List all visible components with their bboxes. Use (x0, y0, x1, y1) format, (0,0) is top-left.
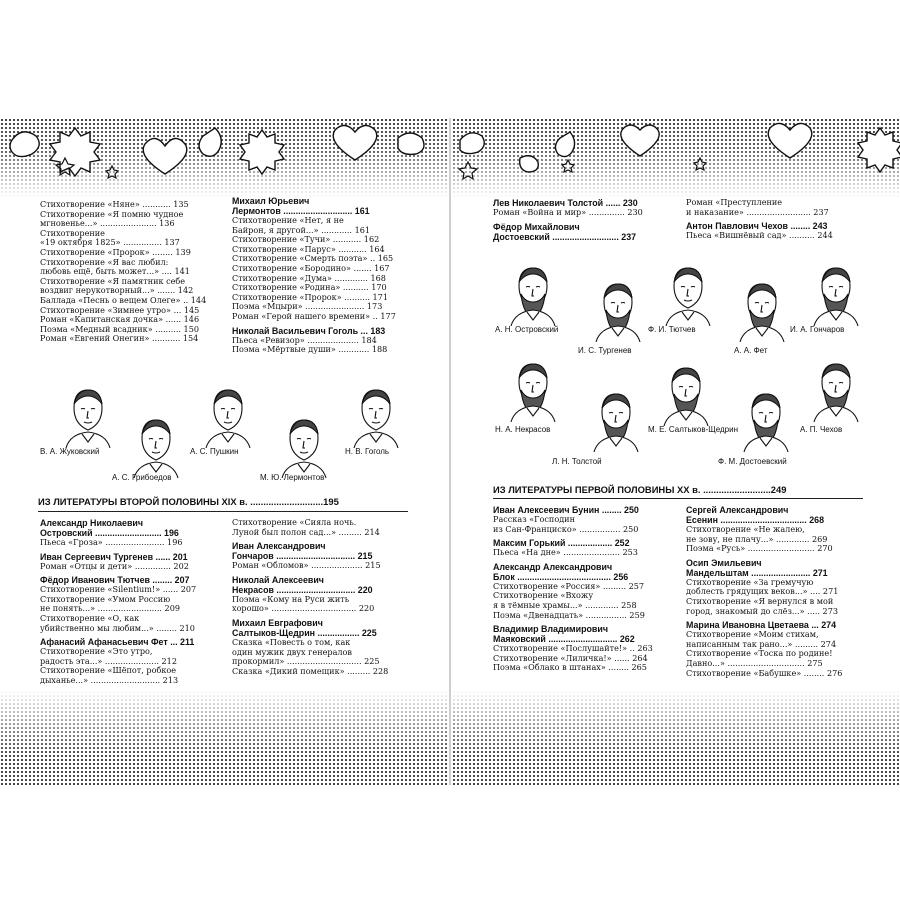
portrait-image (128, 414, 184, 478)
toc-entry (686, 558, 864, 616)
portrait-image (276, 414, 332, 478)
toc-entry (232, 618, 410, 676)
work-title: Роман «Война и мир» .............. 230 (493, 208, 643, 217)
author-name: Иван Сергеевич Тургенев ...... 201 (40, 551, 188, 562)
author-name: Николай Васильевич Гоголь ... 183 (232, 325, 386, 336)
portrait-caption: Ф. И. Тютчев (648, 325, 696, 334)
author-name: Есенин ................................... 268 (686, 515, 825, 525)
portrait-caption: А. Н. Островский (495, 325, 559, 334)
toc-entry (40, 200, 218, 344)
work-title: Сказка «Дикий помещик» ......... 228 (232, 666, 389, 676)
work-title: Стихотворение «Моим стихам, (686, 630, 819, 640)
portrait-caption: М. Ю. Лермонтов (260, 473, 325, 482)
portrait-caption: Н. В. Гоголь (345, 447, 390, 456)
work-title: Роман «Обломов» .................... 215 (232, 561, 381, 571)
work-title: Роман «Преступление (686, 198, 783, 207)
work-title: Роман «Отцы и дети» .............. 202 (40, 561, 189, 571)
heart-icon (768, 123, 812, 158)
work-title: Стихотворение «Тоска по родине! (686, 649, 833, 659)
burst-icon (858, 128, 900, 172)
toc-column-right-c (493, 505, 671, 677)
star-icon (106, 166, 118, 178)
author-name: Маяковский ............................ 262 (493, 634, 635, 645)
work-title: Стихотворение «Вхожу (493, 591, 594, 601)
author-name: Салтыков-Щедрин ................. 225 (232, 627, 377, 638)
toc-entry (686, 505, 864, 554)
drop-icon (460, 133, 484, 154)
star-icon (694, 158, 706, 170)
portrait-caption: Н. А. Некрасов (495, 425, 551, 434)
work-title: прокормил» ............................. 225 (232, 657, 380, 667)
heart-icon (621, 125, 659, 156)
work-title: Стихотворение «Няне» ........... 135 (40, 200, 189, 209)
portrait-caption: И. А. Гончаров (790, 325, 845, 334)
drop-icon (555, 132, 574, 157)
work-title: Стихотворение «Бабушке» ........ 276 (686, 668, 843, 678)
work-title: Стихотворение «Дума» ............. 168 (232, 273, 386, 283)
toc-column-left-b (232, 196, 410, 359)
section-rule (493, 498, 863, 499)
work-title: мгновенье...» ...................... 136 (40, 219, 175, 229)
drop-icon (199, 128, 221, 156)
author-name: Иван Алексеевич Бунин ........ 250 (493, 505, 639, 515)
work-title: Стихотворение «Я памятник себе (40, 276, 186, 286)
portrait-caption: М. Е. Салтыков-Щедрин (648, 425, 739, 434)
toc-entry (493, 624, 671, 673)
work-title: Пьеса «Вишнёвый сад» .......... 244 (686, 231, 833, 241)
work-title: Давно...» .............................. 275 (686, 658, 823, 668)
work-title: Стихотворение «Парус» ........... 164 (232, 244, 385, 254)
toc-entry (232, 326, 410, 355)
toc-entry (493, 562, 671, 620)
work-title: убийственно мы любим...» ........ 210 (40, 623, 195, 633)
drop-icon (10, 132, 39, 157)
toc-entry (232, 196, 410, 322)
work-title: Поэма «Мцыри» ....................... 173 (232, 302, 383, 312)
drop-icon (520, 156, 539, 172)
work-title: Луной был полон сад...» ......... 214 (232, 527, 380, 537)
burst-icon (240, 130, 284, 174)
author-name: Фёдор Иванович Тютчев ........ 207 (40, 575, 190, 586)
author-name: Достоевский ........................... 237 (493, 231, 637, 242)
work-title: один мужик двух генералов (232, 647, 352, 657)
portrait-image (200, 384, 256, 448)
work-title: Сказка «Повесть о том, как (232, 637, 351, 647)
portrait-image (738, 388, 794, 452)
work-title: Пьеса «На дне» ...................... 253 (493, 548, 638, 558)
portrait-image (660, 262, 716, 326)
author-name: Лермонтов ............................ 161 (232, 206, 370, 216)
author-name: Максим Горький .................. 252 (493, 538, 630, 549)
section-title-xix-second-half: ИЗ ЛИТЕРАТУРЫ ВТОРОЙ ПОЛОВИНЫ XIX в. ............................195 (38, 496, 339, 507)
author-name: Владимир Владимирович (493, 624, 608, 635)
toc-column-right-a (493, 198, 671, 246)
author-name: Сергей Александрович (686, 505, 789, 515)
work-title: Стихотворение «Россия» ......... 257 (493, 581, 645, 591)
author-name: Михаил Евграфович (232, 617, 323, 628)
work-title: Стихотворение «Умом Россию (40, 594, 171, 604)
work-title: Стихотворение «Я вернулся в мой (686, 596, 834, 606)
work-title: Стихотворение (40, 228, 105, 238)
work-title: Стихотворение «Послушайте!» .. 263 (493, 644, 653, 654)
toc-entry (232, 541, 410, 571)
work-title: Пьеса «Гроза» ....................... 196 (40, 538, 183, 547)
toc-column-left-a (40, 200, 218, 348)
portrait-image (60, 384, 116, 448)
portrait-image (348, 384, 404, 448)
work-title: город, знакомый до слёз...» ..... 273 (686, 606, 839, 616)
work-title: радость эта...» ..................... 212 (40, 656, 177, 666)
work-title: доблесть грядущих веков...» .... 271 (686, 587, 839, 597)
work-title: Стихотворение «Не жалею, (686, 525, 805, 534)
work-title: Роман «Герой нашего времени» .. 177 (232, 311, 396, 321)
author-name: Михаил Юрьевич (232, 196, 310, 206)
work-title: Стихотворение «Шёпот, робкое (40, 666, 177, 676)
portrait-caption: А. С. Грибоедов (112, 473, 172, 482)
toc-entry (40, 637, 218, 685)
work-title: Стихотворение «Тучи» ........... 162 (232, 235, 380, 245)
author-name: Марина Ивановна Цветаева ... 274 (686, 620, 836, 631)
author-name: Блок ...................................... 256 (493, 571, 629, 582)
star-icon (459, 162, 477, 179)
work-title: воздвиг нерукотворный...» ....... 142 (40, 286, 194, 296)
work-title: Стихотворение «Нет, я не (232, 216, 344, 225)
toc-entry (40, 518, 218, 548)
author-name: Фёдор Михайлович (493, 221, 580, 232)
work-title: Поэма «Кому на Руси жить (232, 594, 350, 604)
work-title: и наказание» ......................... 237 (686, 207, 829, 217)
doodle-decorations (0, 118, 900, 198)
author-name: Гончаров ................................ 215 (232, 551, 373, 562)
portrait-image (734, 278, 790, 342)
portrait-caption: Ф. М. Достоевский (718, 457, 787, 466)
section-title-xx-first-half: ИЗ ЛИТЕРАТУРЫ ПЕРВОЙ ПОЛОВИНЫ XX в. ..........................249 (493, 484, 787, 495)
author-name: Александр Александрович (493, 561, 613, 572)
work-title: Стихотворение «Зимнее утро» ... 145 (40, 305, 200, 315)
work-title: Поэма «Мёртвые души» ............ 188 (232, 345, 388, 355)
portrait-caption: А. С. Пушкин (190, 447, 239, 456)
burst-icon (50, 128, 100, 176)
portrait-caption: И. С. Тургенев (578, 346, 632, 355)
author-name: Иван Александрович (232, 541, 326, 552)
page-gutter (449, 118, 451, 785)
portrait-image (590, 278, 646, 342)
portrait-image (808, 358, 864, 422)
work-title: Стихотворение «Silentium!» ...... 207 (40, 585, 197, 595)
work-title: Стихотворение «Бородино» ....... 167 (232, 263, 390, 273)
work-title: Поэма «Русь» .......................... 270 (686, 544, 833, 554)
portrait-caption: А. П. Чехов (800, 425, 843, 434)
portrait-image (505, 358, 561, 422)
toc-entry (232, 518, 410, 537)
author-name: Николай Алексеевич (232, 574, 324, 585)
author-name: Островский ........................... 196 (40, 528, 179, 538)
toc-entry (493, 505, 671, 534)
heart-icon (143, 138, 187, 174)
toc-entry (40, 552, 218, 572)
work-title: Поэма «Медный всадник» .......... 150 (40, 324, 199, 334)
author-name: Некрасов ................................ 220 (232, 584, 373, 595)
star-icon (562, 160, 574, 172)
work-title: Стихотворение «О, как (40, 613, 140, 623)
work-title: Поэма «Двенадцать» ................ 259 (493, 610, 645, 620)
work-title: Стихотворение «Я вас любил: (40, 257, 169, 267)
work-title: Поэма «Облако в штанах» ........ 265 (493, 663, 647, 673)
work-title: Рассказ «Господин (493, 515, 575, 524)
work-title: Баллада «Песнь о вещем Олеге» .. 144 (40, 295, 207, 305)
author-name: Александр Николаевич (40, 518, 144, 528)
toc-column-right-d (686, 505, 864, 682)
author-name: Мандельштам ........................ 271 (686, 567, 828, 578)
work-title: Стихотворение «Сияла ночь. (232, 518, 357, 527)
work-title: написанным так рано...» ......... 274 (686, 639, 837, 649)
author-name: Антон Павлович Чехов ........ 243 (686, 221, 828, 232)
author-name: Афанасий Афанасьевич Фет ... 211 (40, 637, 195, 648)
author-name: Лев Николаевич Толстой ...... 230 (493, 198, 638, 208)
work-title: я в тёмные храмы...» ............. 258 (493, 600, 637, 610)
toc-entry (686, 620, 864, 678)
toc-entry (493, 222, 671, 242)
work-title: Стихотворение «За гремучую (686, 577, 814, 587)
work-title: Стихотворение «Родина» .......... 170 (232, 283, 387, 293)
portrait-caption: В. А. Жуковский (40, 447, 100, 456)
work-title: Стихотворение «Это утро, (40, 647, 153, 657)
toc-entry (686, 221, 864, 241)
toc-entry (232, 575, 410, 614)
work-title: Стихотворение «Лиличка!» ...... 264 (493, 653, 648, 663)
work-title: дыханье...» ........................... 213 (40, 675, 179, 685)
work-title: «19 октября 1825» ............... 137 (40, 238, 180, 248)
drop-icon (398, 133, 424, 154)
toc-column-left-d (232, 518, 410, 680)
toc-entry (493, 538, 671, 558)
heart-icon (333, 125, 377, 160)
toc-entry (686, 198, 864, 217)
work-title: Стихотворение «Смерть поэта» .. 165 (232, 254, 394, 264)
toc-column-right-b (686, 198, 864, 245)
toc-entry (493, 198, 671, 218)
work-title: Роман «Капитанская дочка» ...... 146 (40, 315, 200, 325)
portrait-caption: А. А. Фет (734, 346, 768, 355)
work-title: Стихотворение «Пророк» ........ 139 (40, 247, 191, 257)
portrait-image (808, 262, 864, 326)
toc-entry (40, 575, 218, 633)
work-title: хорошо» ................................. 220 (232, 604, 375, 614)
portrait-image (588, 388, 644, 452)
portrait-image (505, 262, 561, 326)
portrait-image (658, 362, 714, 426)
work-title: Пьеса «Ревизор» .................... 184 (232, 335, 377, 345)
portrait-caption: Л. Н. Толстой (552, 457, 602, 466)
author-name: Осип Эмильевич (686, 557, 762, 568)
work-title: Роман «Евгений Онегин» ........... 154 (40, 334, 199, 344)
work-title: не понять...» ......................... 209 (40, 604, 180, 614)
work-title: Стихотворение «Пророк» .......... 171 (232, 292, 388, 302)
work-title: не зову, не плачу...» ............. 269 (686, 534, 828, 544)
work-title: Стихотворение «Я помню чудное (40, 209, 184, 219)
section-rule (38, 511, 408, 512)
toc-column-left-c (40, 518, 218, 690)
work-title: любовь ещё, быть может...» .... 141 (40, 267, 190, 277)
work-title: из Сан-Франциско» ................ 250 (493, 524, 639, 534)
work-title: Байрон, я другой...» ............ 161 (232, 225, 371, 235)
